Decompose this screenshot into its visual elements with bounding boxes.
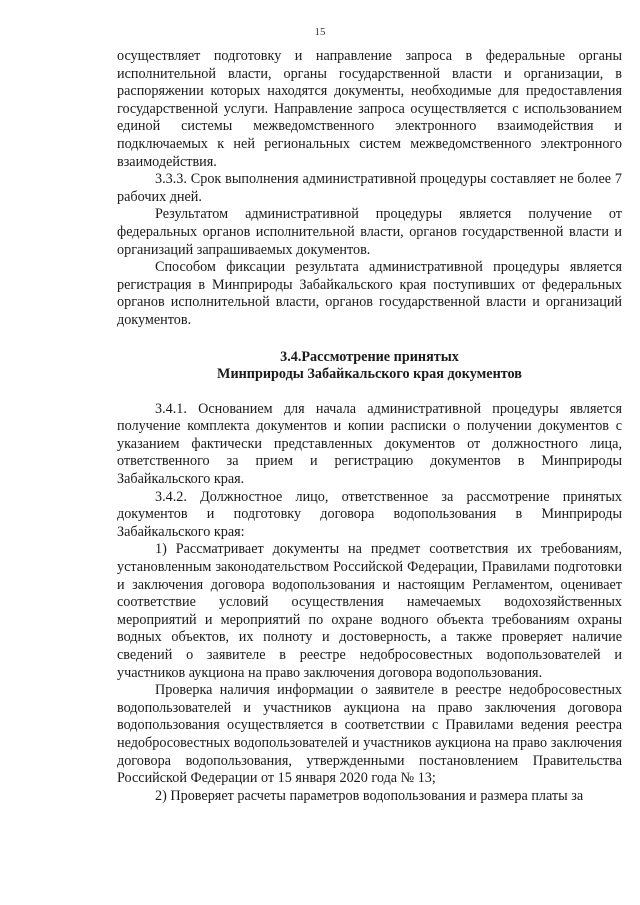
paragraph: 3.3.3. Срок выполнения административной процедуры составляет не более 7 рабочих дней. — [117, 171, 622, 205]
paragraph: 1) Рассматривает документы на предмет соответствия их требованиям, установленным законодательством Российской Федерации, Правилами подготовки и заключения договора водопользования и настоящим Регламентом, оценивает соответствие условий осуществления намечаемых водохозяйственных мероприятий и мероприятий по охране водного объекта требованиям охраны водных объектов, их полноту и достоверность, а также проверяет наличие сведений о заявителе в реестре недобросовестных водопользователей и участников аукциона на право заключения договора водопользования. — [117, 541, 622, 681]
section-heading-line-1: 3.4.Рассмотрение принятых — [280, 348, 459, 365]
paragraph: Способом фиксации результата административной процедуры является регистрация в Минприроды Забайкальского края поступивших от федеральных органов исполнительной власти, органов государственной власти и организаций документов. — [117, 259, 622, 328]
paragraph: 3.4.1. Основанием для начала административной процедуры является получение комплекта документов и копии расписки о получении документов с указанием фактически представленных документов от должностного лица, ответственного за прием и регистрацию документов в Минприроды Забайкальского края. — [117, 400, 622, 488]
paragraph: 3.4.2. Должностное лицо, ответственное за рассмотрение принятых документов и подготовку договора водопользования в Минприроды Забайкальского края: — [117, 488, 622, 540]
paragraph: осуществляет подготовку и направление запроса в федеральные органы исполнительной власти, органы государственной власти и организации, в распоряжении которых находятся документы, необходимые для предоставления государственной услуги. Направление запроса осуществляется с использованием единой системы межведомственного электронного взаимодействия и подключаемых к ней региональных систем межведомственного электронного взаимодействия. — [117, 48, 622, 170]
section-heading-line-2: Минприроды Забайкальского края документов — [217, 366, 522, 383]
document-body — [117, 48, 622, 805]
paragraph: Результатом административной процедуры является получение от федеральных органов исполнительной власти, органов государственной власти и организаций запрашиваемых документов. — [117, 206, 622, 258]
paragraph: 2) Проверяет расчеты параметров водопользования и размера платы за — [155, 787, 584, 804]
section-heading — [117, 349, 622, 384]
page-number: 15 — [314, 26, 326, 38]
paragraph: Проверка наличия информации о заявителе в реестре недобросовестных водопользователей и участников аукциона на право заключения договора водопользования осуществляется в соответствии с Правилами ведения реестра недобросовестных водопользователей и участников аукциона на право заключения договора водопользования, утвержденными постановлением Правительства Российской Федерации от 15 января 2020 года № 13; — [117, 682, 622, 787]
